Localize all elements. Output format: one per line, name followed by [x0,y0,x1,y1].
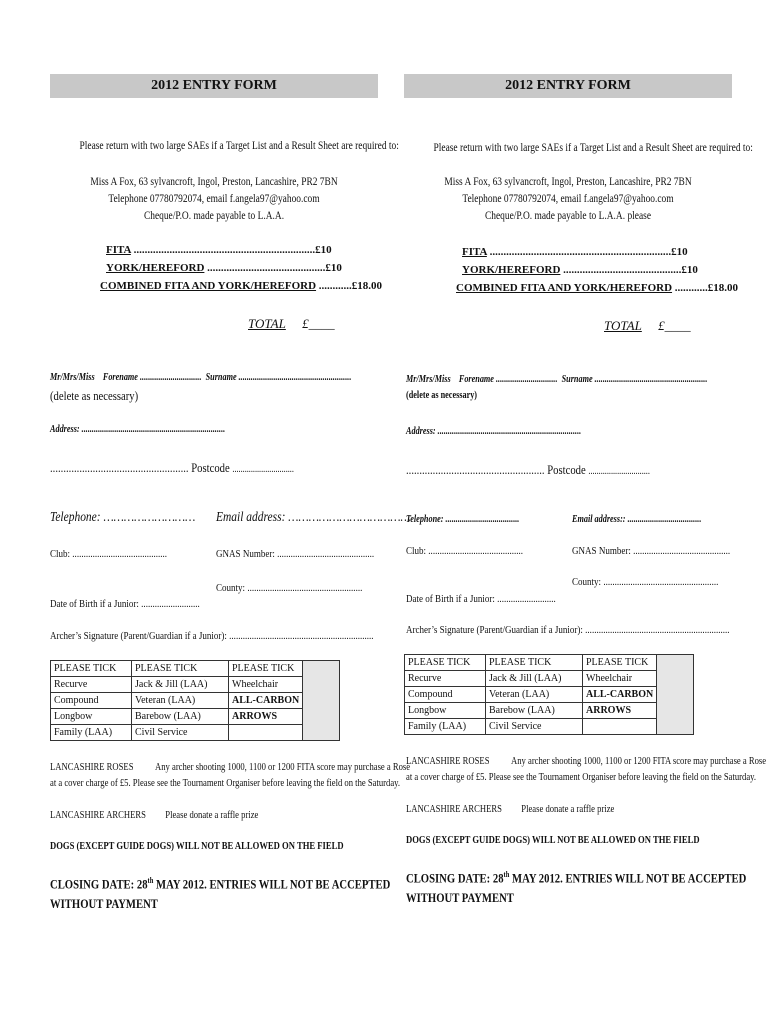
tick-header-3: PLEASE TICK [583,655,657,671]
category-tick-table [50,660,340,741]
tick-empty-cell [583,719,657,735]
organiser-contact: Telephone 07780792074, email f.angela97@yahoo.com [462,193,674,205]
organiser-contact: Telephone 07780792074, email f.angela97@yahoo.com [108,193,320,205]
delete-note: (delete as necessary) [50,388,139,403]
closing-date: CLOSING DATE: 28th MAY 2012. ENTRIES WILL NOT BE ACCEPTED [50,876,391,892]
archers-line: LANCASHIRE ARCHERS Please donate a raffle prize [50,810,259,821]
dogs-notice: DOGS (EXCEPT GUIDE DOGS) WILL NOT BE ALLOWED ON THE FIELD [406,835,700,846]
tick-option-barebow[interactable]: Barebow (LAA) [486,703,583,719]
tick-option-jack-jill[interactable]: Jack & Jill (LAA) [486,671,583,687]
email-field[interactable]: Email address:: .................................... [572,514,702,525]
entry-form-left [50,0,411,1024]
signature-field[interactable]: Archer’s Signature (Parent/Guardian if a Junior): ................................................................ [406,624,730,636]
tick-option-barebow[interactable]: Barebow (LAA) [132,709,229,725]
telephone-field[interactable]: Telephone: .................................... [406,514,520,525]
tick-header-2: PLEASE TICK [486,655,583,671]
dob-field[interactable]: Date of Birth if a Junior: .......................... [406,593,556,605]
roses-line: LANCASHIRE ROSES Any archer shooting 1000, 1100 or 1200 FITA score may purchase a Rose [50,762,411,773]
archers-line: LANCASHIRE ARCHERS Please donate a raffle prize [406,804,615,815]
tick-option-longbow[interactable]: Longbow [405,703,486,719]
fee-combined: COMBINED FITA AND YORK/HEREFORD ............£18.00 [456,282,739,294]
tick-option-civil-service[interactable]: Civil Service [132,725,229,741]
tick-header-1: PLEASE TICK [405,655,486,671]
tick-option-family[interactable]: Family (LAA) [405,719,486,735]
address-field[interactable]: Address: ...................................................................... [50,424,226,435]
tick-option-all-carbon[interactable]: ALL-CARBON [229,693,303,709]
closing-payment-note: WITHOUT PAYMENT [406,890,514,905]
tick-option-all-carbon[interactable]: ALL-CARBON [583,687,657,703]
tick-header-2: PLEASE TICK [132,661,229,677]
closing-payment-note: WITHOUT PAYMENT [50,896,158,911]
tick-option-compound[interactable]: Compound [405,687,486,703]
gnas-field[interactable]: GNAS Number: ........................................... [572,545,731,557]
tick-option-family[interactable]: Family (LAA) [51,725,132,741]
tick-header-1: PLEASE TICK [51,661,132,677]
tick-option-wheelchair[interactable]: Wheelchair [229,677,303,693]
cheque-note: Cheque/P.O. made payable to L.A.A. please [484,210,652,222]
name-line[interactable]: Mr/Mrs/Miss Forename .............................. Surname ....................................................... [406,374,708,385]
roses-line: LANCASHIRE ROSES Any archer shooting 1000, 1100 or 1200 FITA score may purchase a Rose [406,756,767,767]
name-line[interactable]: Mr/Mrs/Miss Forename .............................. Surname ....................................................... [50,372,352,383]
total-field[interactable]: TOTAL £____ [604,318,691,333]
roses-note: at a cover charge of £5. Please see the Tournament Organiser before leaving the field on the Saturday. [50,778,401,789]
postcode-field[interactable]: .................................................... Postcode .............................. [50,460,294,475]
tick-option-arrows[interactable]: ARROWS [229,709,303,725]
total-field[interactable]: TOTAL £____ [248,316,335,331]
category-tick-table [404,654,694,735]
county-field[interactable]: County: ................................................... [572,576,719,588]
tick-box-column[interactable] [303,661,340,741]
postcode-field[interactable]: .................................................... Postcode .............................. [406,462,650,477]
tick-header-3: PLEASE TICK [229,661,303,677]
tick-empty-cell [229,725,303,741]
roses-note: at a cover charge of £5. Please see the Tournament Organiser before leaving the field on the Saturday. [406,772,757,783]
form-title: 2012 ENTRY FORM [50,74,378,98]
signature-field[interactable]: Archer’s Signature (Parent/Guardian if a Junior): ................................................................ [50,630,374,642]
fee-york-hereford: YORK/HEREFORD ...........................................£10 [462,264,698,276]
dogs-notice: DOGS (EXCEPT GUIDE DOGS) WILL NOT BE ALLOWED ON THE FIELD [50,841,344,852]
tick-option-recurve[interactable]: Recurve [405,671,486,687]
tick-option-compound[interactable]: Compound [51,693,132,709]
tick-box-column[interactable] [657,655,694,735]
organiser-address: Miss A Fox, 63 sylvancroft, Ingol, Preston, Lancashire, PR2 7BN [90,176,338,188]
tick-option-jack-jill[interactable]: Jack & Jill (LAA) [132,677,229,693]
fee-fita: FITA ..................................................................£10 [462,246,688,258]
tick-option-veteran[interactable]: Veteran (LAA) [486,687,583,703]
entry-form-right [404,0,767,1024]
tick-option-veteran[interactable]: Veteran (LAA) [132,693,229,709]
return-note: Please return with two large SAEs if a Target List and a Result Sheet are required to: [433,142,753,154]
closing-date: CLOSING DATE: 28th MAY 2012. ENTRIES WILL NOT BE ACCEPTED [406,870,747,886]
club-field[interactable]: Club: .......................................... [406,545,524,557]
tick-option-civil-service[interactable]: Civil Service [486,719,583,735]
email-field[interactable]: Email address: ……………………………… [216,510,411,525]
fee-york-hereford: YORK/HEREFORD ...........................................£10 [106,262,342,274]
address-field[interactable]: Address: ...................................................................... [406,426,582,437]
organiser-address: Miss A Fox, 63 sylvancroft, Ingol, Preston, Lancashire, PR2 7BN [444,176,692,188]
tick-option-recurve[interactable]: Recurve [51,677,132,693]
telephone-field[interactable]: Telephone: ……………………… [50,510,196,525]
dob-field[interactable]: Date of Birth if a Junior: .......................... [50,598,200,610]
gnas-field[interactable]: GNAS Number: ........................................... [216,548,375,560]
cheque-note: Cheque/P.O. made payable to L.A.A. [143,210,285,222]
tick-option-longbow[interactable]: Longbow [51,709,132,725]
club-field[interactable]: Club: .......................................... [50,548,168,560]
fee-combined: COMBINED FITA AND YORK/HEREFORD ............£18.00 [100,280,383,292]
form-title: 2012 ENTRY FORM [404,74,732,98]
delete-note: (delete as necessary) [406,390,478,401]
county-field[interactable]: County: ................................................... [216,582,363,594]
fee-fita: FITA ..................................................................£10 [106,244,332,256]
tick-option-arrows[interactable]: ARROWS [583,703,657,719]
tick-option-wheelchair[interactable]: Wheelchair [583,671,657,687]
return-note: Please return with two large SAEs if a Target List and a Result Sheet are required to: [79,140,399,152]
